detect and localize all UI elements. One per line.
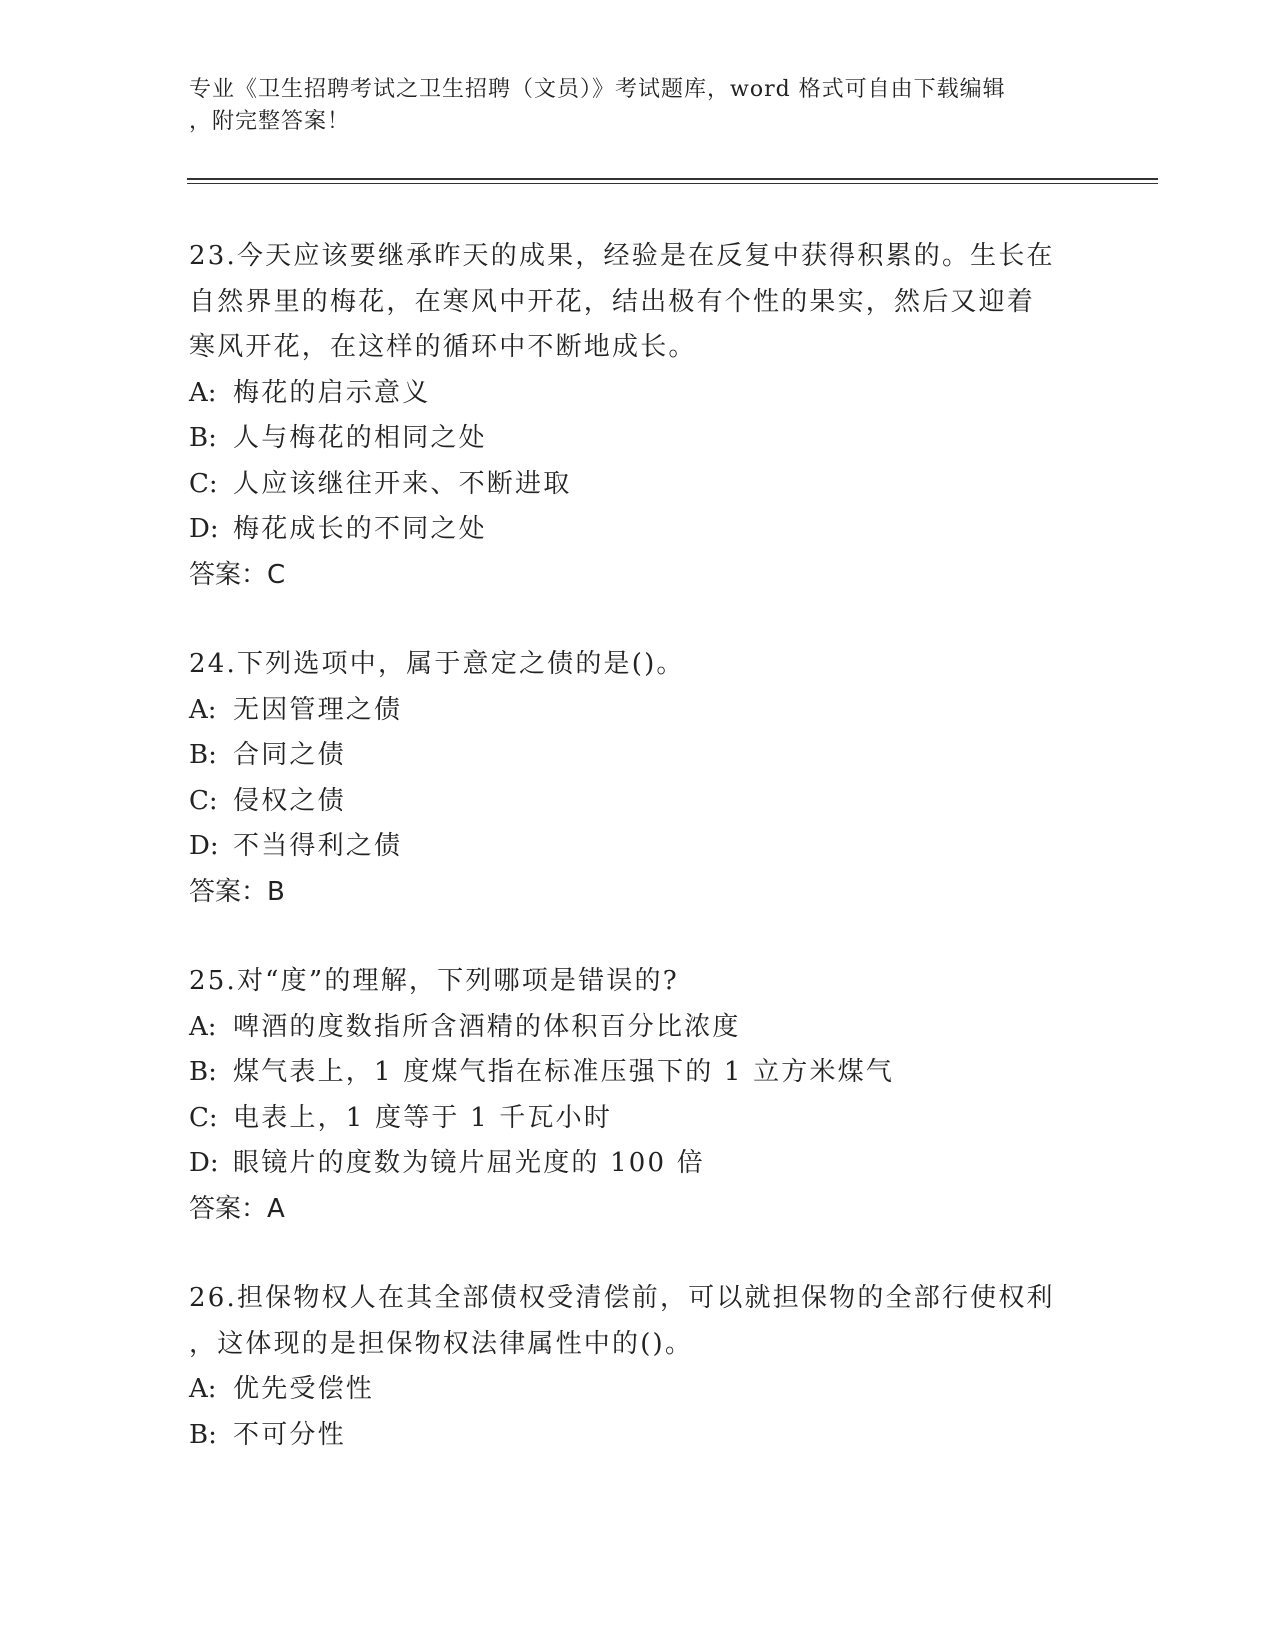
option-letter: A: bbox=[189, 377, 217, 408]
option-text: 啤酒的度数指所含酒精的体积百分比浓度 bbox=[233, 1011, 741, 1042]
question-gap bbox=[189, 598, 1089, 642]
option-letter: C: bbox=[189, 468, 218, 499]
option-letter: C: bbox=[189, 785, 218, 816]
option-d bbox=[189, 824, 1089, 870]
option-letter: C: bbox=[189, 1102, 218, 1133]
question-24 bbox=[189, 642, 1089, 915]
option-c bbox=[189, 779, 1089, 825]
header-divider-thin bbox=[187, 183, 1158, 184]
question-stem-line: 23.今天应该要继承昨天的成果，经验是在反复中获得积累的。生长在 bbox=[189, 241, 1055, 271]
option-text: 煤气表上，1 度煤气指在标准压强下的 1 立方米煤气 bbox=[233, 1057, 895, 1087]
question-23 bbox=[189, 234, 1089, 598]
option-letter: A: bbox=[189, 694, 217, 725]
option-letter: D: bbox=[189, 831, 219, 861]
option-b bbox=[189, 733, 1089, 779]
option-letter: A: bbox=[189, 1374, 217, 1404]
option-text: 优先受偿性 bbox=[233, 1374, 375, 1404]
question-stem-line: 寒风开花，在这样的循环中不断地成长。 bbox=[189, 332, 697, 362]
option-text: 合同之债 bbox=[233, 740, 346, 770]
option-letter: B: bbox=[189, 1057, 217, 1087]
option-letter: D: bbox=[189, 514, 219, 544]
option-text: 不当得利之债 bbox=[233, 831, 403, 861]
option-a bbox=[189, 1367, 1089, 1413]
option-text: 人与梅花的相同之处 bbox=[233, 423, 487, 453]
option-a bbox=[189, 371, 1089, 417]
option-c bbox=[189, 462, 1089, 508]
question-stem-line: 自然界里的梅花，在寒风中开花，结出极有个性的果实，然后又迎着 bbox=[189, 286, 1036, 317]
document-header bbox=[189, 74, 1089, 138]
option-letter: D: bbox=[189, 1148, 219, 1178]
option-text: 不可分性 bbox=[233, 1419, 346, 1450]
question-25 bbox=[189, 959, 1089, 1232]
option-b bbox=[189, 416, 1089, 462]
header-divider-thick bbox=[187, 178, 1158, 180]
option-d bbox=[189, 1141, 1089, 1187]
question-gap bbox=[189, 915, 1089, 959]
option-letter: B: bbox=[189, 1419, 217, 1450]
answer-line: 答案：C bbox=[189, 559, 286, 590]
option-b bbox=[189, 1050, 1089, 1096]
option-letter: B: bbox=[189, 740, 217, 770]
header-line-2: ，附完整答案！ bbox=[189, 109, 351, 134]
option-text: 电表上，1 度等于 1 千瓦小时 bbox=[233, 1102, 613, 1133]
option-a bbox=[189, 688, 1089, 734]
option-text: 无因管理之债 bbox=[233, 694, 403, 725]
option-text: 眼镜片的度数为镜片屈光度的 100 倍 bbox=[233, 1148, 705, 1178]
answer-line: 答案：A bbox=[189, 1193, 285, 1224]
answer-line: 答案：B bbox=[189, 876, 285, 907]
option-letter: B: bbox=[189, 423, 217, 453]
option-c bbox=[189, 1096, 1089, 1142]
question-stem-line: 25.对“度”的理解，下列哪项是错误的? bbox=[189, 966, 679, 996]
option-b bbox=[189, 1413, 1089, 1459]
question-gap bbox=[189, 1232, 1089, 1276]
option-text: 梅花的启示意义 bbox=[233, 377, 431, 408]
option-text: 人应该继往开来、不断进取 bbox=[233, 468, 572, 499]
header-line-1: 专业《卫生招聘考试之卫生招聘（文员）》考试题库，word 格式可自由下载编辑 bbox=[189, 77, 1006, 102]
question-list bbox=[189, 234, 1089, 1458]
question-26 bbox=[189, 1276, 1089, 1458]
option-a bbox=[189, 1005, 1089, 1051]
option-letter: A: bbox=[189, 1011, 217, 1042]
question-stem-line: 24.下列选项中，属于意定之债的是()。 bbox=[189, 649, 685, 679]
option-d bbox=[189, 507, 1089, 553]
option-text: 侵权之债 bbox=[233, 785, 346, 816]
question-stem-line: 26.担保物权人在其全部债权受清偿前，可以就担保物的全部行使权利 bbox=[189, 1283, 1055, 1313]
question-stem-line: ，这体现的是担保物权法律属性中的()。 bbox=[189, 1328, 694, 1359]
option-text: 梅花成长的不同之处 bbox=[233, 514, 487, 544]
